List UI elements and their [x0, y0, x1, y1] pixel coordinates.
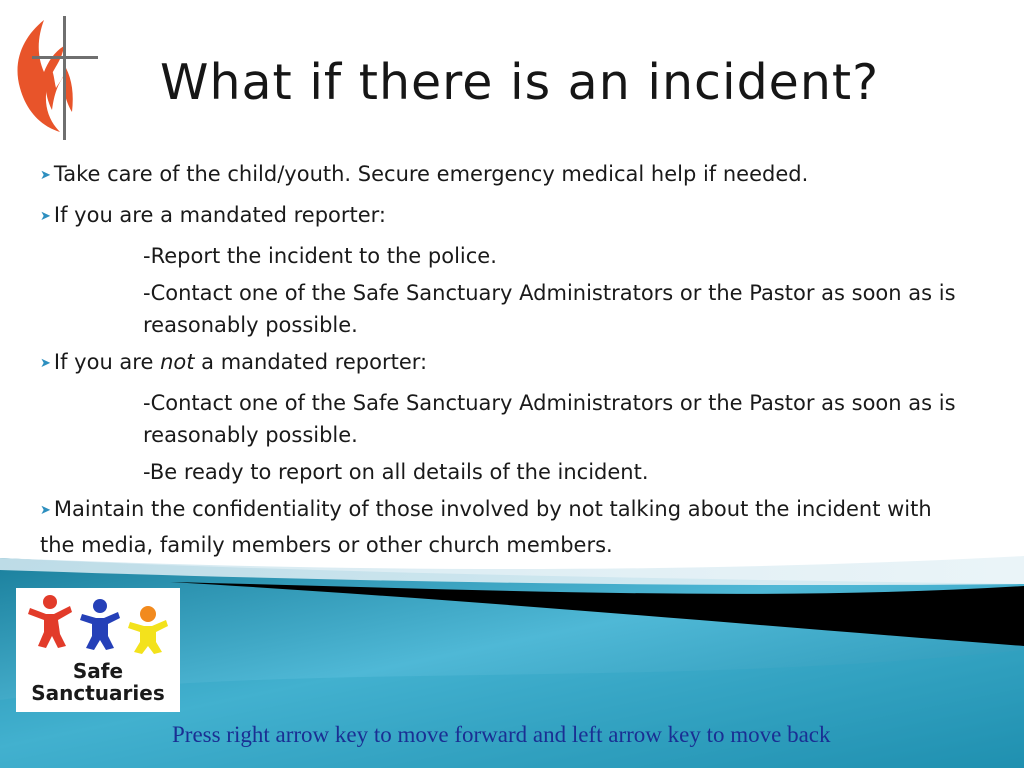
emphasis-text: not [160, 350, 195, 374]
bullet-text: Take care of the child/youth. Secure emergency medical help if needed. [53, 162, 809, 186]
bullet-text: If you are a mandated reporter: [53, 203, 386, 227]
arrow-bullet-icon: ➤ [40, 168, 51, 183]
arrow-bullet-icon: ➤ [40, 503, 51, 518]
sub-item: -Report the incident to the police. [143, 244, 497, 268]
bullet-list [40, 158, 970, 566]
sub-item: -Contact one of the Safe Sanctuary Administrators or the Pastor as soon as is reasonably possible. [143, 281, 956, 337]
logo-text-line2: Sanctuaries [31, 681, 165, 705]
slide-title: What if there is an incident? [160, 54, 880, 111]
arrow-bullet-icon: ➤ [40, 356, 51, 371]
list-item [40, 346, 970, 382]
list-item [40, 199, 970, 235]
bullet-text: If you are [53, 350, 161, 374]
bullet-text: a mandated reporter: [194, 350, 428, 374]
sub-item: -Contact one of the Safe Sanctuary Administrators or the Pastor as soon as is reasonably possible. [143, 391, 956, 447]
list-item [40, 158, 970, 194]
arrow-bullet-icon: ➤ [40, 209, 51, 224]
cross-and-flame-icon [14, 14, 98, 144]
logo-text-line1: Safe [72, 659, 124, 683]
bullet-text: Maintain the confidentiality of those involved by not talking about the incident with the media, family members or other church members. [40, 497, 932, 557]
navigation-hint: Press right arrow key to move forward and left arrow key to move back [172, 722, 831, 747]
safe-sanctuaries-logo [16, 588, 180, 712]
sub-item: -Be ready to report on all details of the incident. [143, 460, 649, 484]
